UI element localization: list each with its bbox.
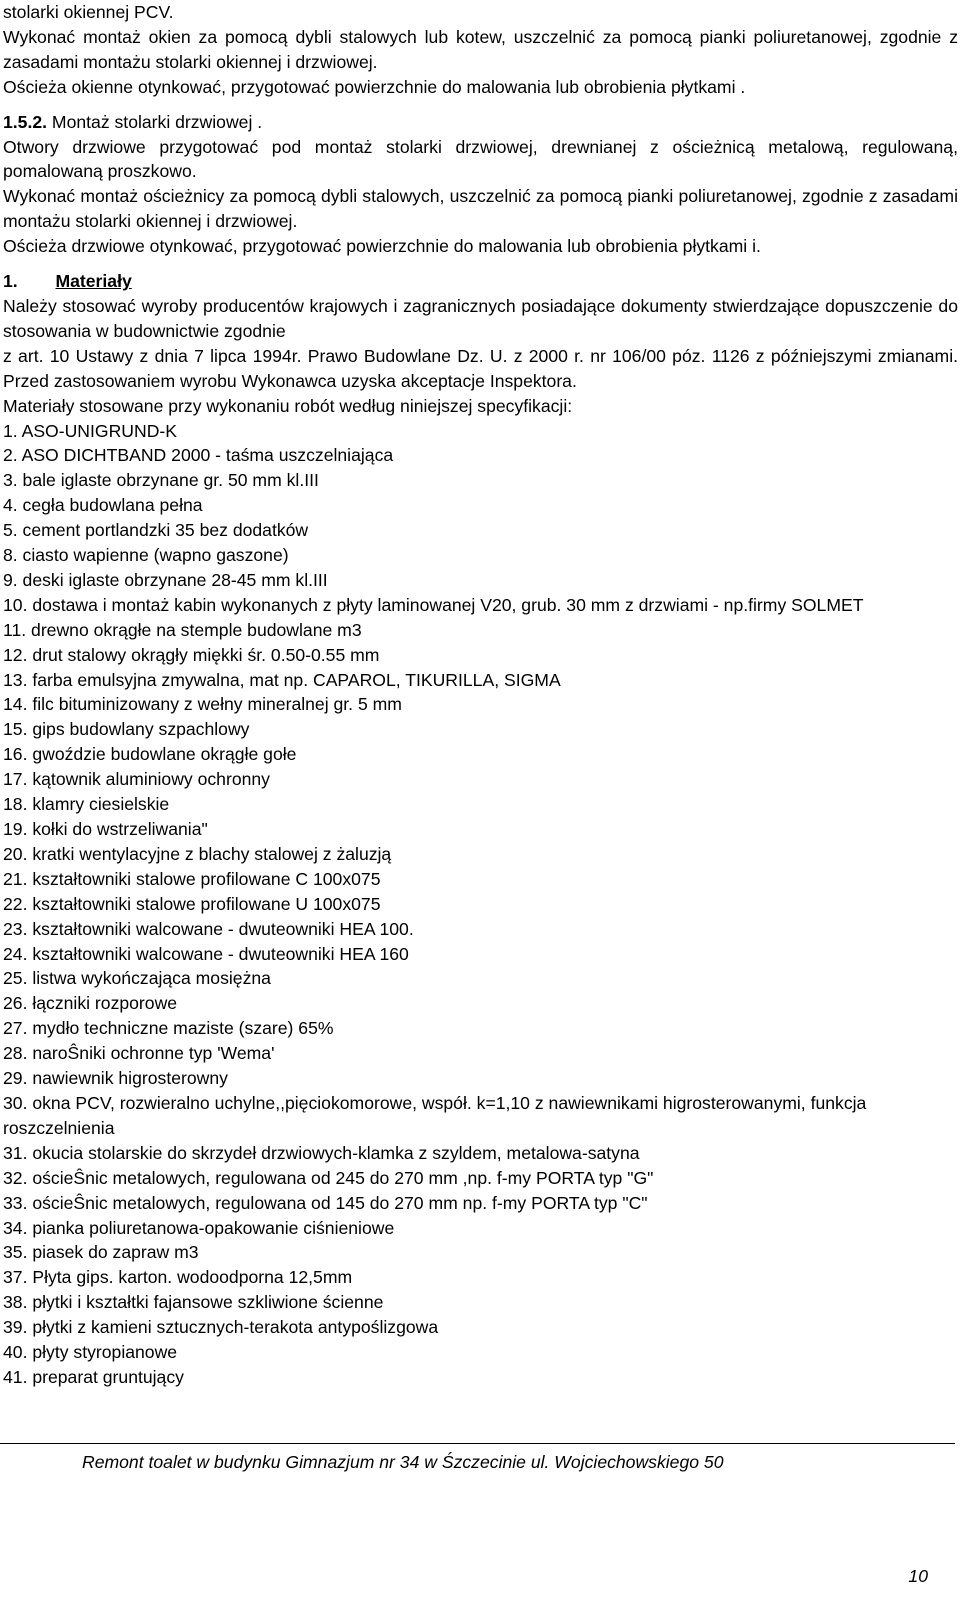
material-item: 31. okucia stolarskie do skrzydeł drzwiowych-klamka z szyldem, metalowa-satyna — [3, 1142, 640, 1163]
material-item: 14. filc bituminizowany z wełny mineralnej gr. 5 mm — [3, 694, 402, 715]
footer-text: Remont toalet w budynku Gimnazjum nr 34 w Śzczecinie ul. Wojciechowskiego 50 — [82, 1452, 724, 1472]
material-item: 41. preparat gruntujący — [3, 1366, 184, 1387]
spacer — [3, 259, 958, 269]
material-item: 24. kształtowniki walcowane - dwuteowniki HEA 160 — [3, 943, 409, 964]
materials-heading-title: Materiały — [55, 271, 132, 292]
page-number: 10 — [908, 1566, 928, 1586]
material-item: 19. kołki do wstrzeliwania" — [3, 819, 208, 839]
material-item: 35. piasek do zapraw m3 — [3, 1242, 199, 1263]
door-openings-paragraph: Otwory drzwiowe przygotować pod montaż stolarki drzwiowej, drewnianej z ościeżnicą metalową, regulowaną, pomalowaną proszkowo. — [3, 136, 958, 182]
window-install-paragraph: Wykonać montaż okien za pomocą dybli stalowych lub kotew, uszczelnić za pomocą pianki poliuretanowej, zgodnie z zasadami montażu stolarki okiennej i drzwiowej. — [3, 26, 958, 72]
material-item: 18. klamry ciesielskie — [3, 794, 170, 815]
section-heading — [3, 110, 958, 135]
material-item: 13. farba emulsyjna zmywalna, mat np. CAPAROL, TIKURILLA, SIGMA — [3, 669, 561, 690]
window-reveals-paragraph: Ościeża okienne otynkować, przygotować powierzchnie do malowania lub obrobienia płytkami . — [3, 76, 746, 97]
materials-heading-number: 1. — [3, 271, 18, 292]
materials-list — [3, 419, 958, 1390]
material-item: 40. płyty styropianowe — [3, 1342, 178, 1363]
material-item: 32. ościeŜnic metalowych, regulowana od 245 do 270 mm ,np. f-my PORTA typ "G" — [3, 1167, 654, 1188]
door-reveals-paragraph: Ościeża drzwiowe otynkować, przygotować powierzchnie do malowania lub obrobienia płytkami i. — [3, 236, 761, 257]
material-item: 10. dostawa i montaż kabin wykonanych z płyty laminowanej V20, grub. 30 mm z drzwiami - np.firmy SOLMET — [3, 594, 864, 615]
material-item: 23. kształtowniki walcowane - dwuteowniki HEA 100. — [3, 918, 414, 939]
material-item: 2. ASO DICHTBAND 2000 - taśma uszczelniająca — [3, 445, 394, 466]
intro-line: stolarki okiennej PCV. — [3, 2, 174, 22]
material-item: 30. okna PCV, rozwieralno uchylne,,pięciokomorowe, współ. k=1,10 z nawiewnikami higrosterowanymi, funkcja roszczelnienia — [3, 1092, 867, 1138]
material-item: 33. ościeŜnic metalowych, regulowana od 145 do 270 mm np. f-my PORTA typ "C" — [3, 1192, 648, 1213]
materials-heading — [3, 269, 958, 294]
material-item: 21. kształtowniki stalowe profilowane C 100x075 — [3, 868, 381, 889]
material-item: 1. ASO-UNIGRUND-K — [3, 420, 178, 441]
material-item: 26. łączniki rozporowe — [3, 993, 178, 1014]
material-item: 5. cement portlandzki 35 bez dodatków — [3, 520, 309, 541]
section-title: Montaż stolarki drzwiowej . — [51, 111, 263, 132]
material-item: 4. cegła budowlana pełna — [3, 495, 203, 516]
section-number: 1.5.2. — [3, 111, 48, 132]
footer-divider — [0, 1443, 955, 1444]
material-item: 20. kratki wentylacyjne z blachy stalowej z żaluzją — [3, 843, 392, 864]
material-item: 15. gips budowlany szpachlowy — [3, 719, 250, 740]
material-item: 8. ciasto wapienne (wapno gaszone) — [3, 545, 289, 566]
materials-law-paragraph: z art. 10 Ustawy z dnia 7 lipca 1994r. Prawo Budowlane Dz. U. z 2000 r. nr 106/00 póz. 1126 z późniejszymi zmianami. Przed zastosowaniem wyrobu Wykonawca uzyska akceptacje Inspektora. — [3, 345, 958, 391]
material-item: 28. naroŜniki ochronne typ 'Wema' — [3, 1043, 275, 1064]
spacer — [3, 100, 958, 110]
material-item: 11. drewno okrągłe na stemple budowlane m3 — [3, 619, 362, 640]
material-item: 17. kątownik aluminiowy ochronny — [3, 769, 270, 790]
material-item: 12. drut stalowy okrągły miękki śr. 0.50-0.55 mm — [3, 644, 380, 665]
material-item: 3. bale iglaste obrzynane gr. 50 mm kl.III — [3, 470, 319, 491]
material-item: 39. płytki z kamieni sztucznych-terakota antypoślizgowa — [3, 1317, 439, 1338]
material-item: 25. listwa wykończająca mosiężna — [3, 968, 271, 989]
material-item: 9. deski iglaste obrzynane 28-45 mm kl.III — [3, 569, 328, 590]
material-item: 34. pianka poliuretanowa-opakowanie ciśnieniowe — [3, 1217, 395, 1238]
material-item: 37. Płyta gips. karton. wodoodporna 12,5mm — [3, 1267, 353, 1288]
material-item: 29. nawiewnik higrosterowny — [3, 1068, 228, 1089]
material-item: 16. gwoździe budowlane okrągłe gołe — [3, 744, 297, 765]
material-item: 27. mydło techniczne maziste (szare) 65% — [3, 1018, 334, 1039]
page-content — [3, 0, 958, 1390]
material-item: 22. kształtowniki stalowe profilowane U 100x075 — [3, 893, 381, 914]
door-frame-install-paragraph: Wykonać montaż ościeżnicy za pomocą dybli stalowych, uszczelnić za pomocą pianki poliuretanowej, zgodnie z zasadami montażu stolarki okiennej i drzwiowej. — [3, 186, 958, 232]
material-item: 38. płytki i kształtki fajansowe szkliwione ścienne — [3, 1292, 384, 1313]
materials-intro-paragraph: Należy stosować wyroby producentów krajowych i zagranicznych posiadające dokumenty stwierdzające dopuszczenie do stosowania w budownictwie zgodnie — [3, 295, 958, 341]
materials-list-intro: Materiały stosowane przy wykonaniu robót według niniejszej specyfikacji: — [3, 395, 573, 416]
